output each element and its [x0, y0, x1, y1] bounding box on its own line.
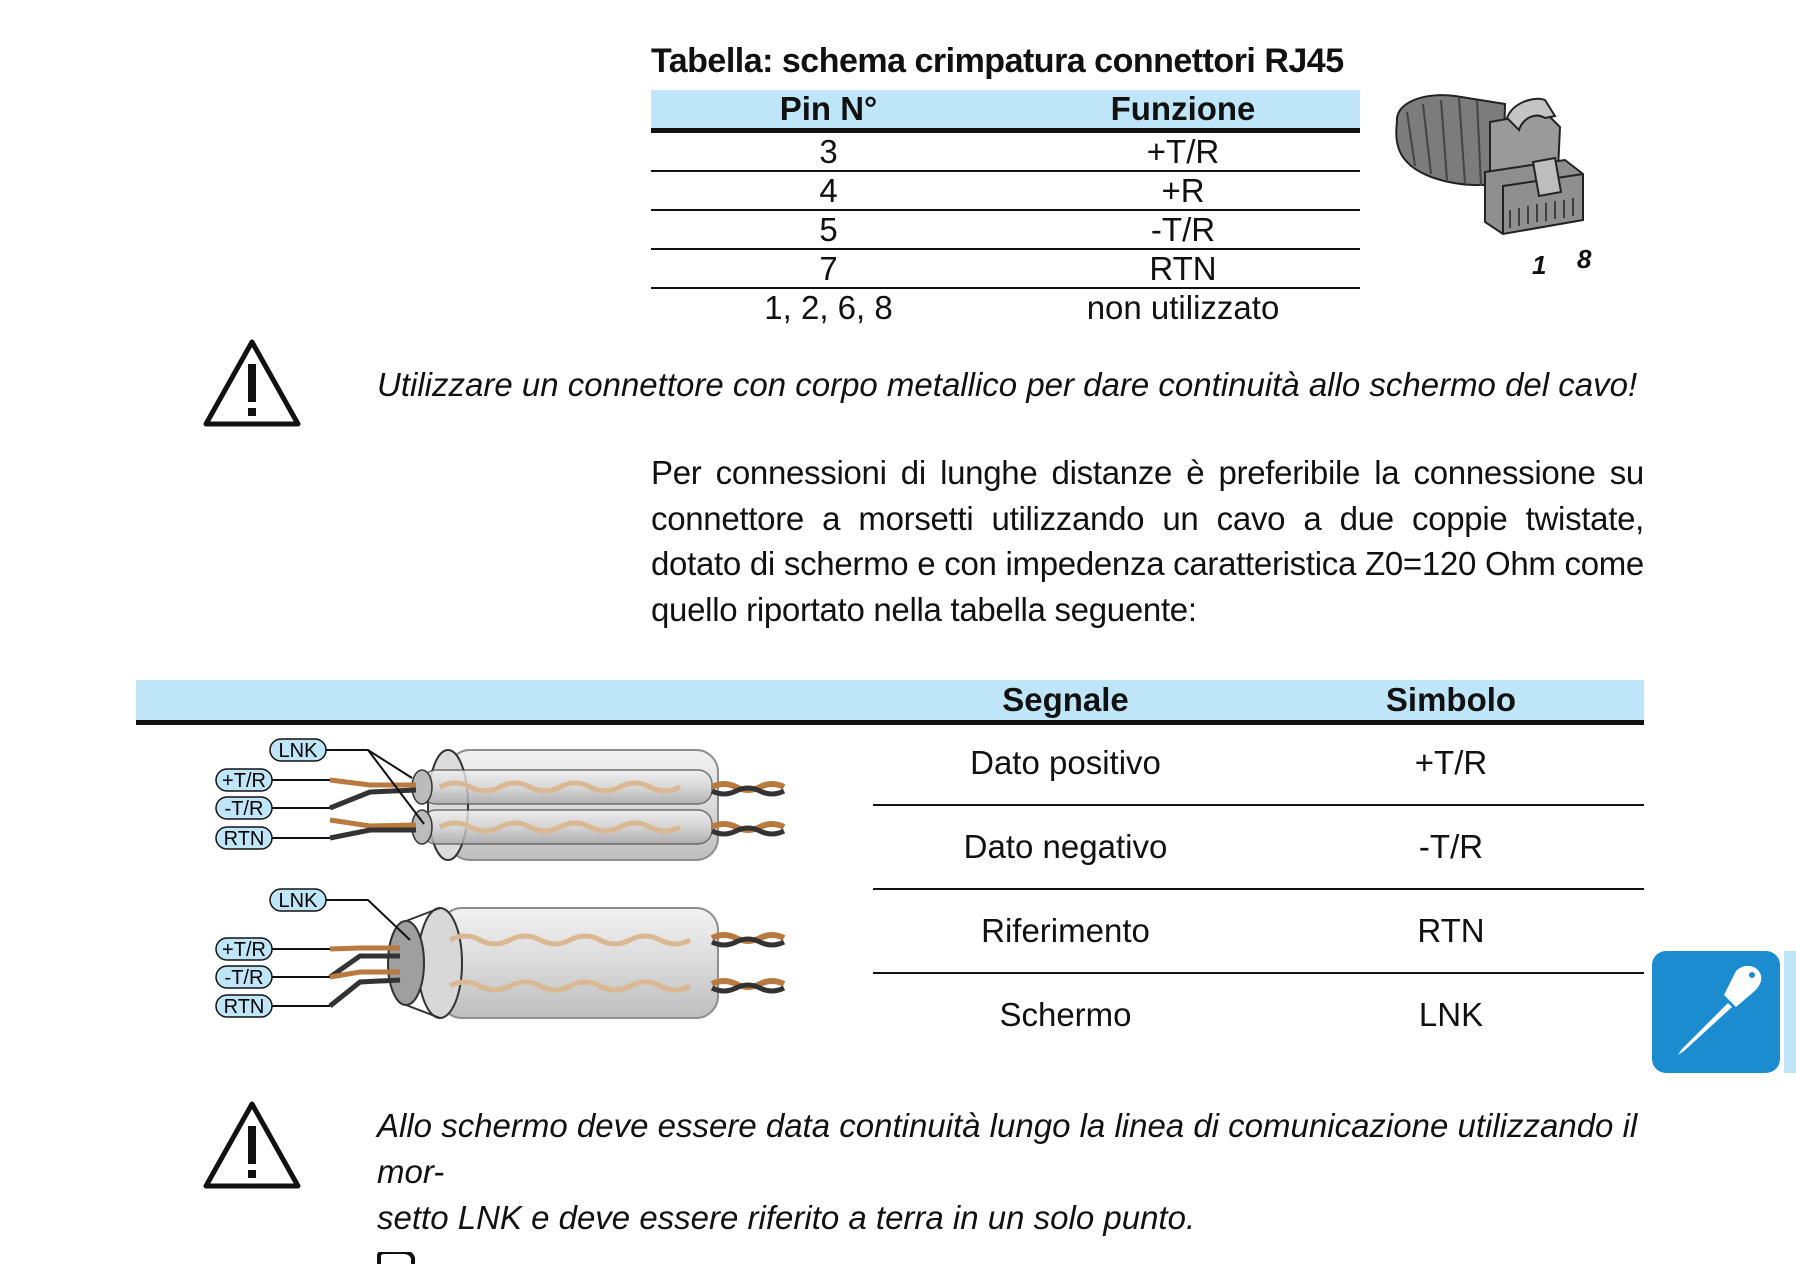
cable-individual-shield [270, 750, 784, 860]
table-row [873, 722, 1644, 806]
cable2-rtn-label: RTN [223, 996, 265, 1018]
rj45-crimp-table [651, 90, 1360, 326]
table-row [651, 131, 1360, 172]
cable2-neg-label: -T/R [224, 967, 264, 989]
function-column-header: Funzione [1006, 90, 1360, 131]
table-row [651, 171, 1360, 210]
rj45-table-title: Tabella: schema crimpatura connettori RJ45 [651, 42, 1344, 80]
cable1-rtn-label: RTN [223, 828, 265, 850]
cable1-pos-label: +T/R [222, 770, 266, 792]
screwdriver-icon [1652, 951, 1780, 1073]
signal-cell: Schermo [999, 996, 1132, 1033]
symbol-cell: LNK [1418, 996, 1484, 1033]
signal-cell: Riferimento [981, 912, 1150, 949]
function-cell: +T/R [1006, 131, 1360, 172]
cut-off-heading-fragment [377, 1252, 417, 1264]
pin-cell: 5 [651, 210, 1006, 249]
section-tab[interactable] [1652, 951, 1780, 1073]
connector-pin-1-label: 1 [1532, 250, 1547, 280]
pin-cell: 7 [651, 249, 1006, 288]
table-row [651, 288, 1360, 326]
symbol-column-header: Simbolo [1385, 681, 1517, 718]
table-row [651, 210, 1360, 249]
warning-triangle-icon [202, 338, 302, 428]
function-cell: non utilizzato [1086, 288, 1280, 326]
cable2-lnk-label: LNK [278, 890, 318, 912]
function-cell: RTN [1006, 249, 1360, 288]
table-row [873, 806, 1644, 890]
shield-continuity-warning [377, 1103, 1647, 1241]
table-row [651, 249, 1360, 288]
long-distance-paragraph: Per connessioni di lunghe distanze è preferibile la connessione su connettore a morsetti utilizzando un cavo a due coppie twistate, dotato di schermo e con impedenza caratteristica Z0=120 Ohm come quello riportato nella tabella seguente: [651, 454, 1644, 628]
twisted-pair-cable-illustration [200, 728, 800, 1028]
pin-cell: 1, 2, 6, 8 [764, 288, 893, 326]
symbol-cell: RTN [1417, 912, 1485, 949]
function-cell: -T/R [1006, 210, 1360, 249]
pin-column-header: Pin N° [651, 90, 1006, 131]
symbol-cell: +T/R [1414, 744, 1488, 781]
cable-overall-shield [270, 900, 784, 1018]
pin-cell: 4 [651, 171, 1006, 210]
table-row [873, 974, 1644, 1056]
cable1-lnk-label: LNK [278, 740, 318, 762]
metal-connector-warning: Utilizzare un connettore con corpo metallico per dare continuità allo schermo del cavo! [377, 366, 1638, 403]
section-tab-stripe [1784, 951, 1796, 1073]
shield-continuity-line-2: setto LNK e deve essere riferito a terra in un solo punto. [377, 1199, 1196, 1236]
signal-cell: Dato negativo [963, 828, 1168, 865]
cable2-pos-label: +T/R [222, 939, 266, 961]
shield-continuity-line-1: Allo schermo deve essere data continuità lungo la linea di comunicazione utilizzando il mor- [377, 1107, 1638, 1190]
function-cell: +R [1006, 171, 1360, 210]
symbol-cell: -T/R [1418, 828, 1484, 865]
pin-cell: 3 [651, 131, 1006, 172]
connector-pin-8-label: 8 [1577, 244, 1592, 274]
table-row [873, 890, 1644, 974]
rj45-connector-illustration [1385, 82, 1615, 282]
warning-triangle-icon [202, 1100, 302, 1190]
signal-cell: Dato positivo [970, 744, 1161, 781]
rj45-table-header [651, 90, 1360, 131]
cable1-neg-label: -T/R [224, 798, 264, 820]
signal-column-header: Segnale [1002, 681, 1129, 718]
